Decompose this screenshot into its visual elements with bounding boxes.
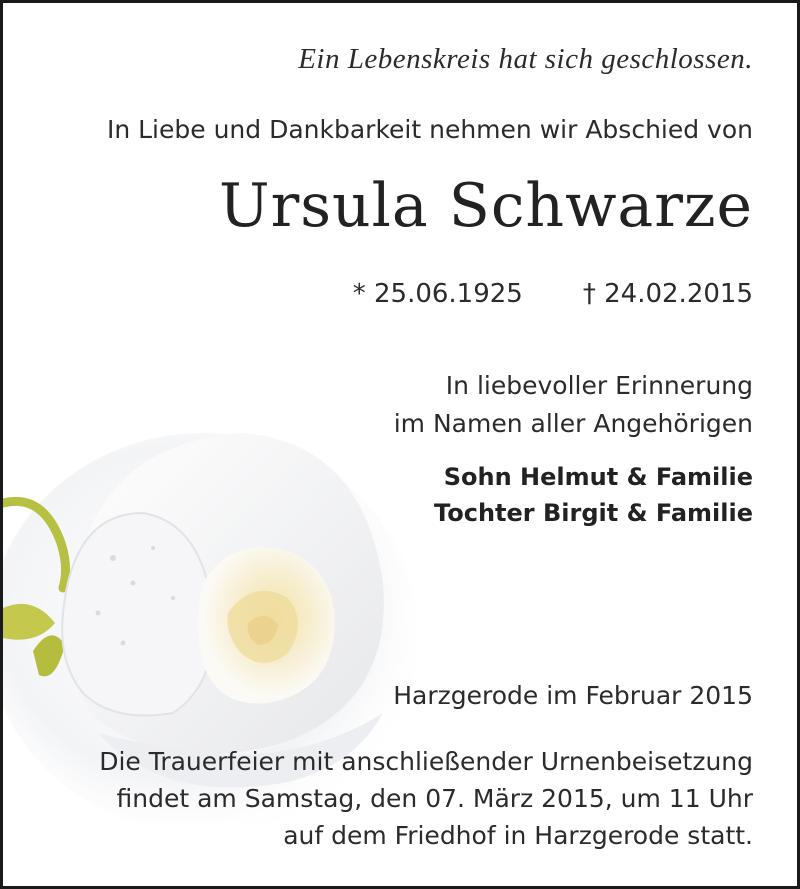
deceased-name: Ursula Schwarze bbox=[219, 171, 753, 241]
life-dates bbox=[353, 279, 753, 309]
service-line: Die Trauerfeier mit anschließender Urnenbeisetzung bbox=[99, 747, 753, 776]
death-date: † 24.02.2015 bbox=[582, 279, 753, 309]
intro-line: In Liebe und Dankbarkeit nehmen wir Abschied von bbox=[106, 115, 753, 144]
place-date: Harzgerode im Februar 2015 bbox=[393, 681, 753, 710]
service-line: findet am Samstag, den 07. März 2015, um 11 Uhr bbox=[116, 784, 753, 813]
motto-line: Ein Lebenskreis hat sich geschlossen. bbox=[298, 43, 753, 75]
birth-date: * 25.06.1925 bbox=[352, 279, 523, 309]
family-line: Sohn Helmut & Familie bbox=[443, 463, 753, 491]
family-line: Tochter Birgit & Familie bbox=[434, 499, 753, 527]
memory-line: im Namen aller Angehörigen bbox=[393, 409, 753, 438]
funeral-service-text bbox=[99, 743, 753, 854]
memory-line: In liebevoller Erinnerung bbox=[445, 371, 753, 400]
service-line: auf dem Friedhof in Harzgerode statt. bbox=[283, 821, 753, 850]
family-signature bbox=[434, 459, 753, 531]
memory-text bbox=[394, 367, 753, 443]
